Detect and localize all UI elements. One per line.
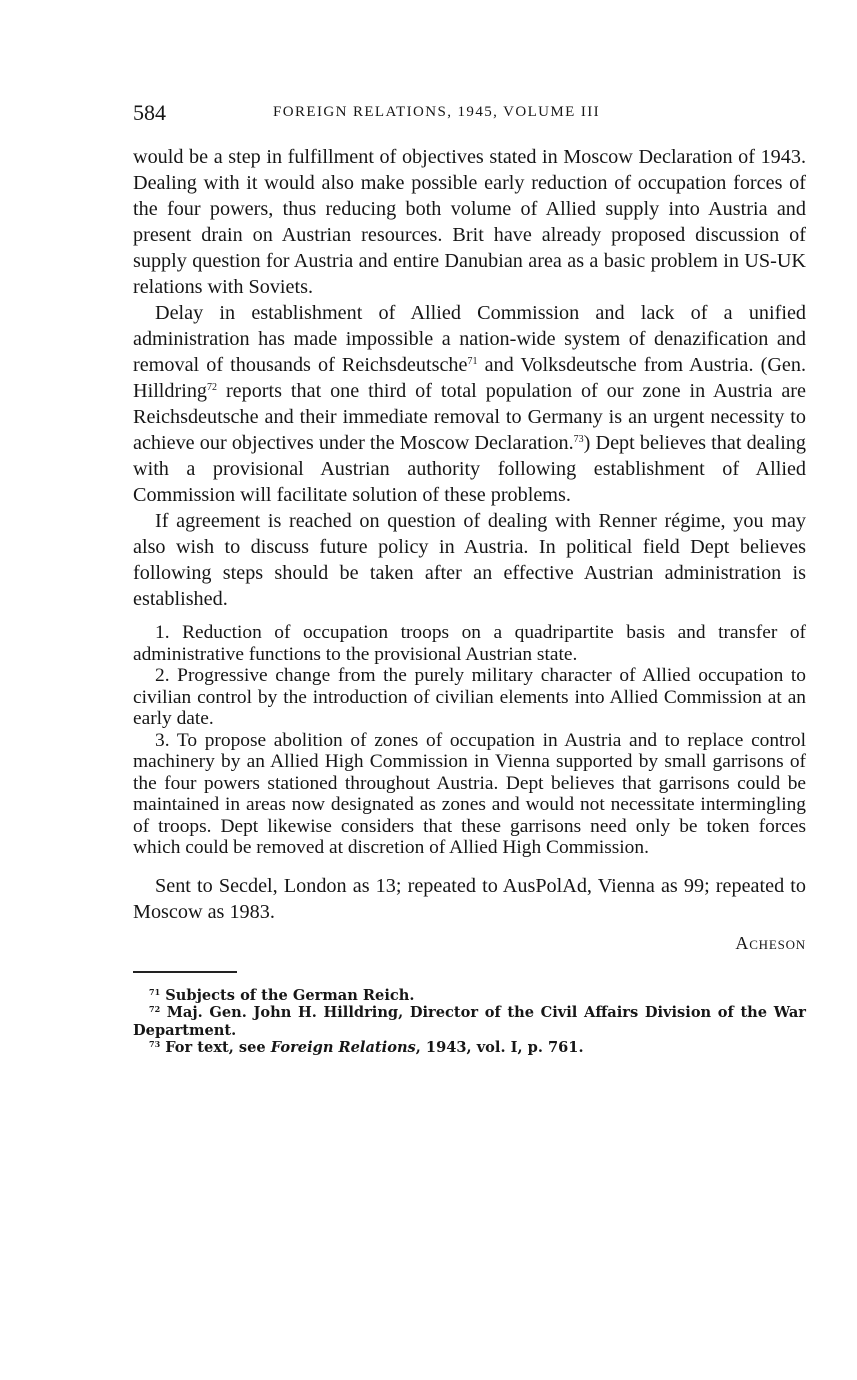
footnote-ref-73: 73 — [573, 434, 584, 445]
signature: Acheson — [735, 932, 806, 953]
footnote-divider — [133, 971, 237, 973]
footnote-ref-72: 72 — [207, 382, 218, 393]
list-item: 2. Progressive change from the purely military character of Allied occupation to civilian control by the introduction of civilian elements into Allied Commission at an early date. — [133, 665, 806, 729]
numbered-list — [133, 622, 806, 859]
running-title: FOREIGN RELATIONS, 1945, VOLUME III — [273, 104, 601, 120]
page-header — [133, 98, 806, 134]
page-number: 584 — [133, 100, 166, 125]
footnote-mark: 73 — [149, 1039, 161, 1049]
footnote-73 — [133, 1039, 806, 1057]
footnote-text: Subjects of the German Reich. — [165, 986, 415, 1004]
footnote-text: For text, see — [165, 1039, 271, 1056]
paragraph-2-text-d: ) Dept believes that dealing with a provisional Austrian authority following establishment of Allied Commission will facilitate solution of these problems. — [133, 432, 806, 506]
paragraph-2-text-a: Delay in establishment of Allied Commission and lack of a unified administration has made impossible a nation-wide system of denazification and removal of thousands of Reichsdeutsche — [133, 302, 806, 376]
footnotes — [133, 987, 806, 1057]
footnote-text: Maj. Gen. John H. Hilldring, Director of the Civil Affairs Division of the War Department. — [133, 1004, 806, 1039]
footnote-72 — [133, 1004, 806, 1039]
paragraph-1: would be a step in fulfillment of objectives stated in Moscow Declaration of 1943. Dealing with it would also make possible early reduction of occupation forces of the four powers, thus reducing both volume of Allied supply into Austria and present drain on Austrian resources. Brit have already proposed discussion of supply question for Austria and entire Danubian area as a basic problem in US-UK relations with Soviets. — [133, 146, 806, 298]
list-item: 3. To propose abolition of zones of occupation in Austria and to replace control machinery by an Allied High Commission in Vienna supported by small garrisons of the four powers stationed throughout Austria. Dept believes that garrisons could be maintained in areas now designated as zones and would not necessitate intermingling of troops. Dept likewise considers that these garrisons need only be token forces which could be removed at discretion of Allied High Commission. — [133, 729, 806, 858]
document-page — [133, 98, 806, 1057]
routing-line: Sent to Secdel, London as 13; repeated to AusPolAd, Vienna as 99; repeated to Moscow as 1983. — [133, 874, 806, 923]
paragraph-2-text-b: and Volksdeutsche from Austria. (Gen. Hilldring — [133, 354, 806, 402]
footnote-mark: 71 — [149, 986, 161, 997]
list-item: 1. Reduction of occupation troops on a quadripartite basis and transfer of administrative functions to the provisional Austrian state. — [133, 622, 806, 665]
paragraph-2-text-c: reports that one third of total population of our zone in Austria are Reichsdeutsche and their immediate removal to Germany is an urgent necessity to achieve our objectives under the Moscow Declaration. — [133, 380, 806, 454]
paragraph-3: If agreement is reached on question of dealing with Renner régime, you may also wish to discuss future policy in Austria. In political field Dept believes following steps should be taken after an effective Austrian administration is established. — [133, 510, 806, 610]
paragraph-2 — [133, 300, 806, 508]
footnote-italic-title: Foreign Relations — [270, 1039, 416, 1056]
footnote-ref-71: 71 — [467, 356, 478, 367]
footnote-mark: 72 — [149, 1004, 161, 1014]
footnote-71 — [133, 987, 806, 1005]
footnote-text: , 1943, vol. I, p. 761. — [415, 1039, 584, 1056]
